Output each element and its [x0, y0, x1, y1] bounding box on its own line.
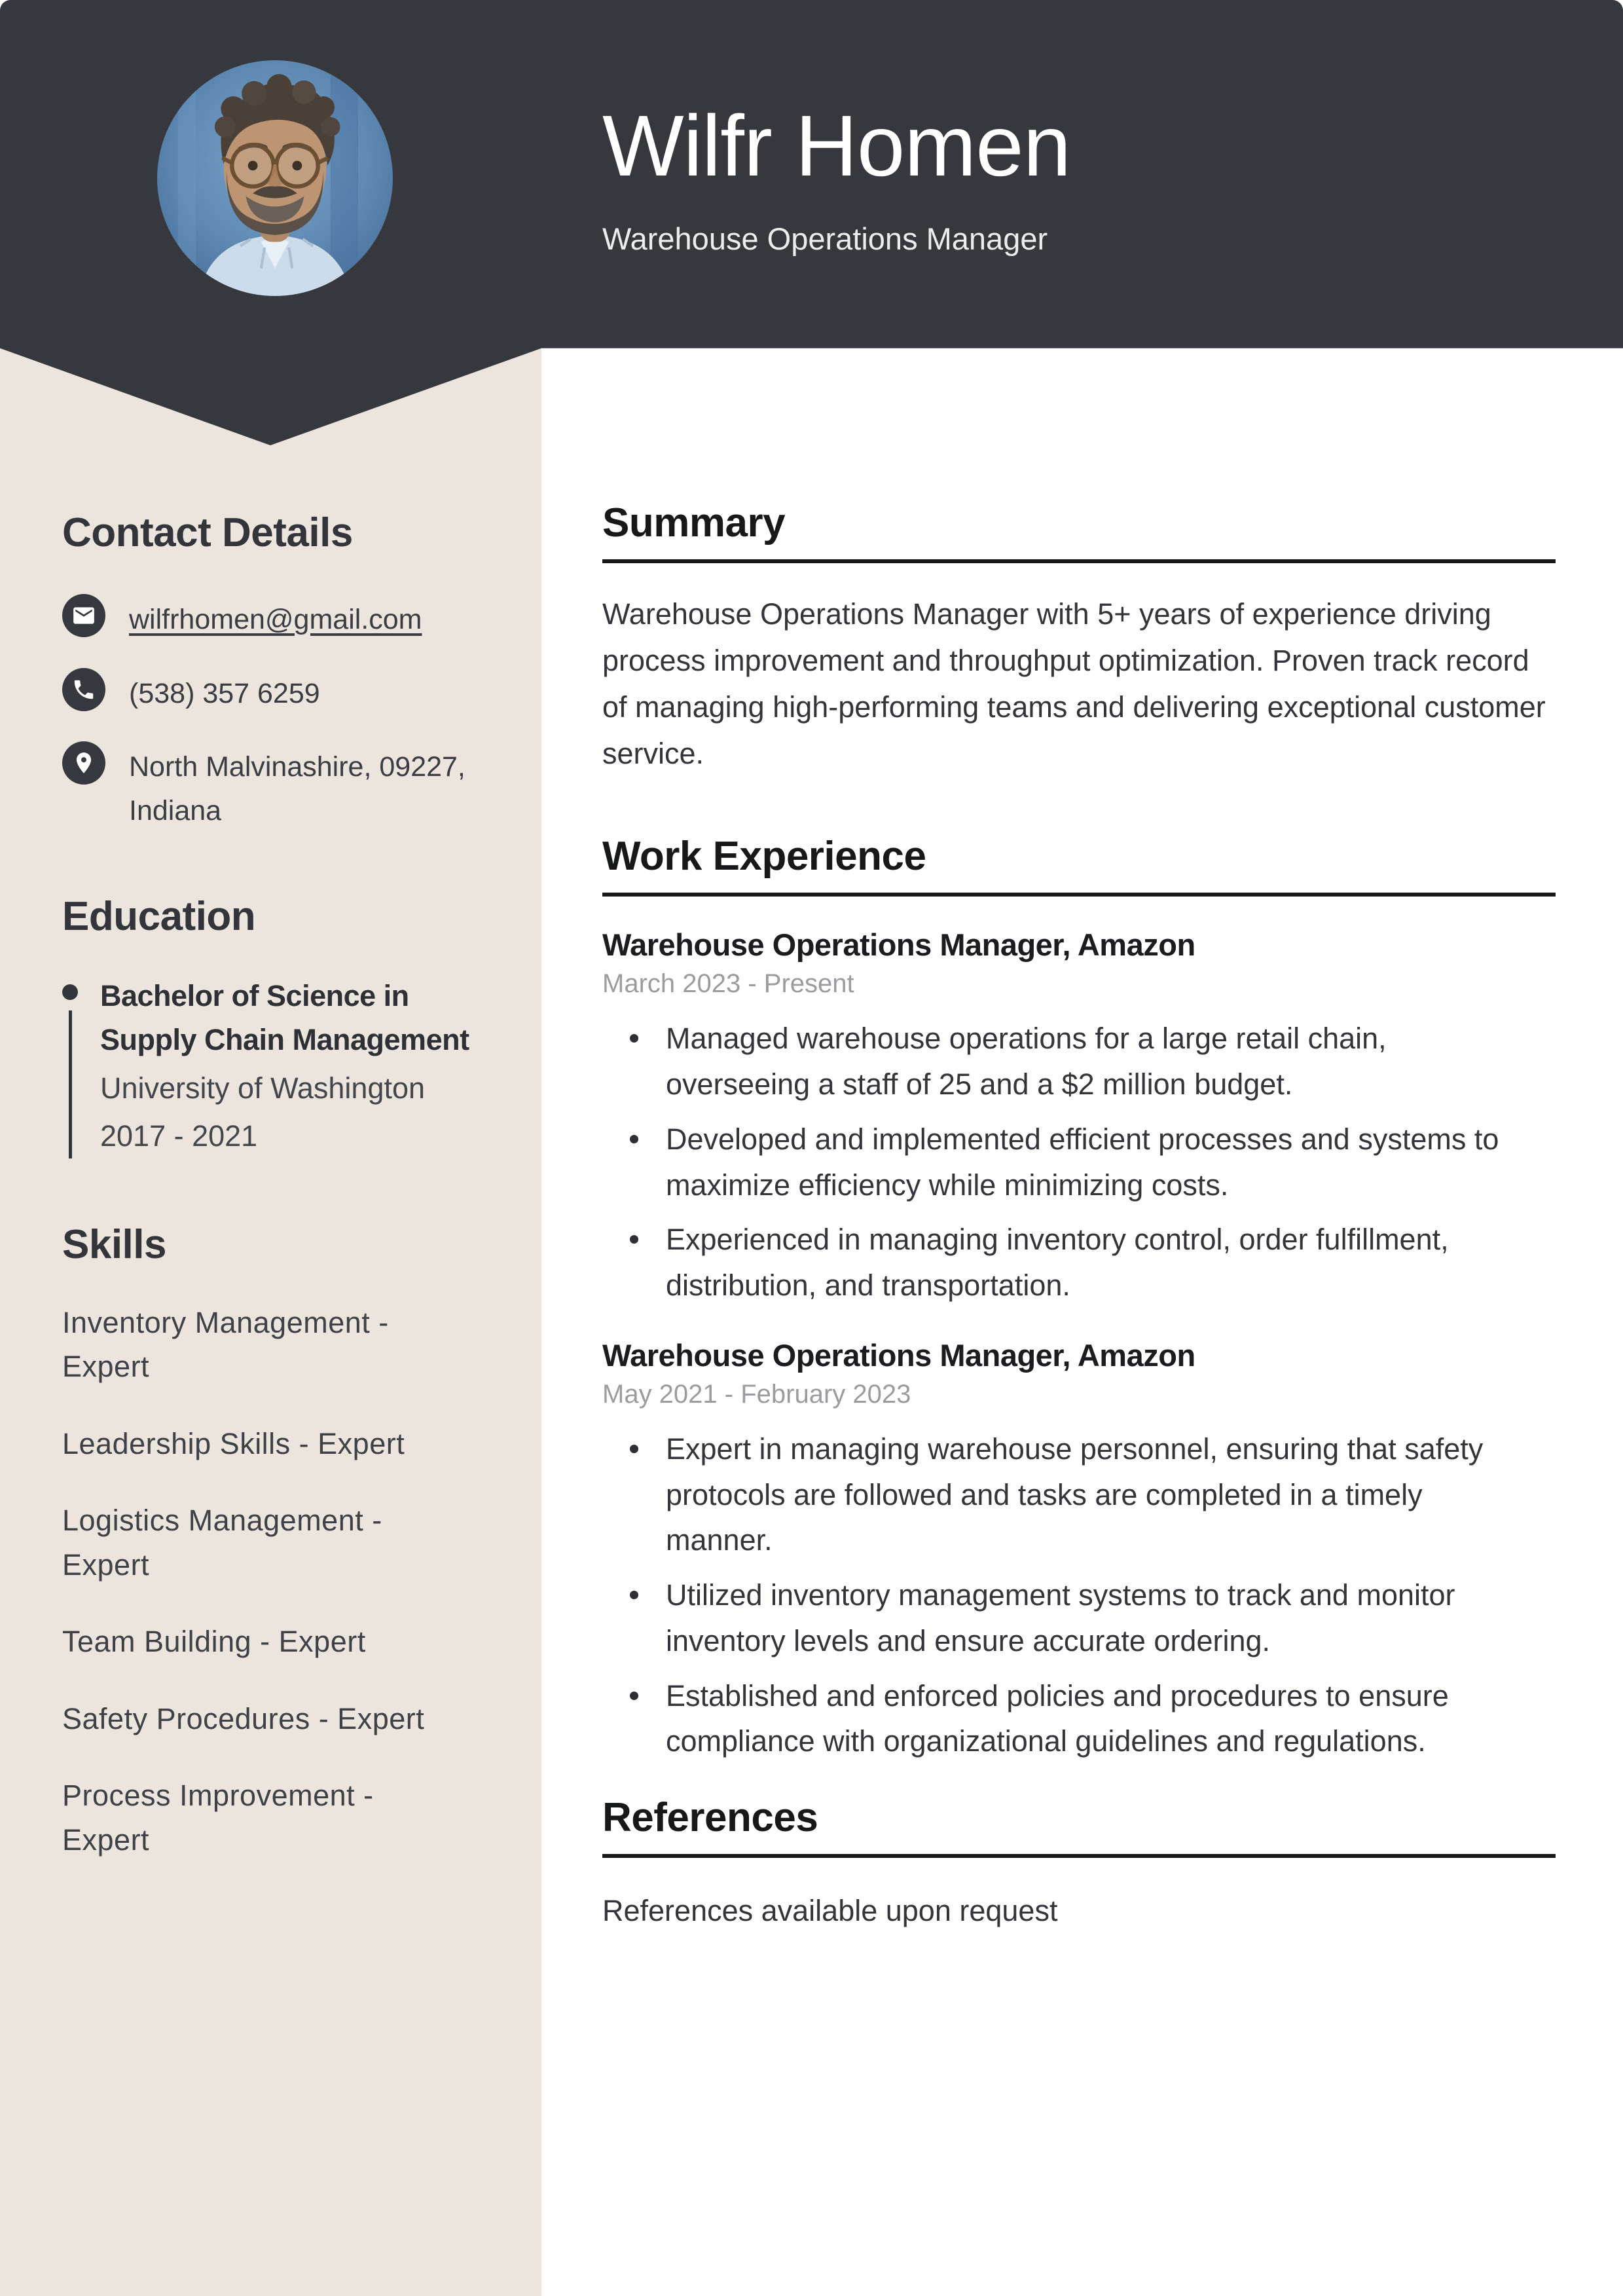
skills-heading: Skills [62, 1221, 166, 1267]
experience-section [602, 833, 1556, 1764]
location-icon [62, 741, 105, 785]
job-dates: May 2021 - February 2023 [602, 1379, 911, 1409]
contact-row-email [62, 594, 484, 642]
references-text: References available upon request [602, 1894, 1058, 1928]
bullet-text: Managed warehouse operations for a large retail chain, overseeing a staff of 25 and a $2 million budget. [666, 1022, 1387, 1102]
skill-item: Inventory Management - Expert [62, 1305, 389, 1384]
education-school: University of Washington [100, 1071, 426, 1105]
education-section [62, 893, 484, 1158]
bullet-text: Experienced in managing inventory control, order fulfillment, distribution, and transportation. [666, 1223, 1449, 1303]
experience-heading: Work Experience [602, 834, 926, 880]
candidate-title: Warehouse Operations Manager [602, 221, 1048, 257]
skills-section [62, 1221, 484, 1862]
job-bullet [602, 1673, 1556, 1765]
job-title: Warehouse Operations Manager, Amazon [602, 927, 1195, 963]
bullet-text: Expert in managing warehouse personnel, ensuring that safety protocols are followed and tasks are completed in a timely manner. [666, 1432, 1484, 1557]
education-entry-text [100, 974, 480, 1158]
education-degree: Bachelor of Science in Supply Chain Management [100, 978, 469, 1057]
profile-photo [157, 60, 393, 296]
education-entry [62, 974, 484, 1158]
education-dates: 2017 - 2021 [100, 1119, 258, 1153]
phone-icon [62, 668, 105, 711]
contact-list [62, 594, 484, 833]
bullet-dot [630, 1692, 638, 1700]
skill-item: Safety Procedures - Expert [62, 1701, 425, 1735]
sidebar [62, 509, 484, 1895]
bullet-dot [630, 1445, 638, 1453]
job-title: Warehouse Operations Manager, Amazon [602, 1337, 1195, 1373]
job-bullet [602, 1426, 1556, 1563]
job-entry [602, 1337, 1556, 1764]
bullet-text: Developed and implemented efficient processes and systems to maximize efficiency while minimizing costs. [666, 1122, 1499, 1202]
job-bullet [602, 1572, 1556, 1664]
job-dates: March 2023 - Present [602, 969, 854, 999]
contact-row-address [62, 741, 484, 832]
bullet-text: Established and enforced policies and procedures to ensure compliance with organizational guidelines and regulations. [666, 1678, 1449, 1758]
job-bullet [602, 1217, 1556, 1308]
job-bullet-list [602, 1426, 1556, 1764]
section-rule [602, 1854, 1556, 1858]
bullet-text: Utilized inventory management systems to track and monitor inventory levels and ensure accurate ordering. [666, 1578, 1455, 1657]
summary-heading: Summary [602, 500, 786, 546]
skill-item: Process Improvement - Expert [62, 1779, 374, 1857]
bullet-dot [630, 1591, 638, 1599]
timeline-line [69, 1010, 72, 1158]
contact-details-heading: Contact Details [62, 510, 353, 555]
job-entry [602, 927, 1556, 1308]
education-heading: Education [62, 893, 256, 939]
section-rule [602, 893, 1556, 897]
main-column [602, 0, 1556, 1934]
references-section [602, 1794, 1556, 1934]
candidate-name: Wilfr Homen [602, 97, 1071, 194]
skill-item: Leadership Skills - Expert [62, 1426, 405, 1460]
bullet-dot [630, 1235, 638, 1244]
bullet-dot [630, 1034, 638, 1043]
references-heading: References [602, 1795, 818, 1841]
profile-photo-illustration [157, 60, 393, 296]
skills-list [62, 1301, 462, 1862]
timeline-dot [62, 984, 78, 1000]
section-rule [602, 559, 1556, 563]
education-timeline [62, 974, 78, 1158]
summary-text: Warehouse Operations Manager with 5+ years of experience driving process improvement and throughput optimization. Proven track record of managing high-performing teams and delivering exceptional customer service. [602, 597, 1546, 771]
skill-item: Logistics Management - Expert [62, 1504, 382, 1582]
job-bullet [602, 1016, 1556, 1107]
email-icon [62, 594, 105, 637]
address-text: North Malvinashire, 09227, Indiana [129, 751, 465, 826]
skill-item: Team Building - Expert [62, 1625, 366, 1659]
bullet-dot [630, 1135, 638, 1143]
job-bullet-list [602, 1016, 1556, 1308]
job-bullet [602, 1117, 1556, 1208]
contact-row-phone [62, 668, 484, 716]
phone-number: (538) 357 6259 [129, 677, 320, 709]
summary-section [602, 500, 1556, 777]
email-link[interactable]: wilfrhomen@gmail.com [129, 604, 422, 635]
